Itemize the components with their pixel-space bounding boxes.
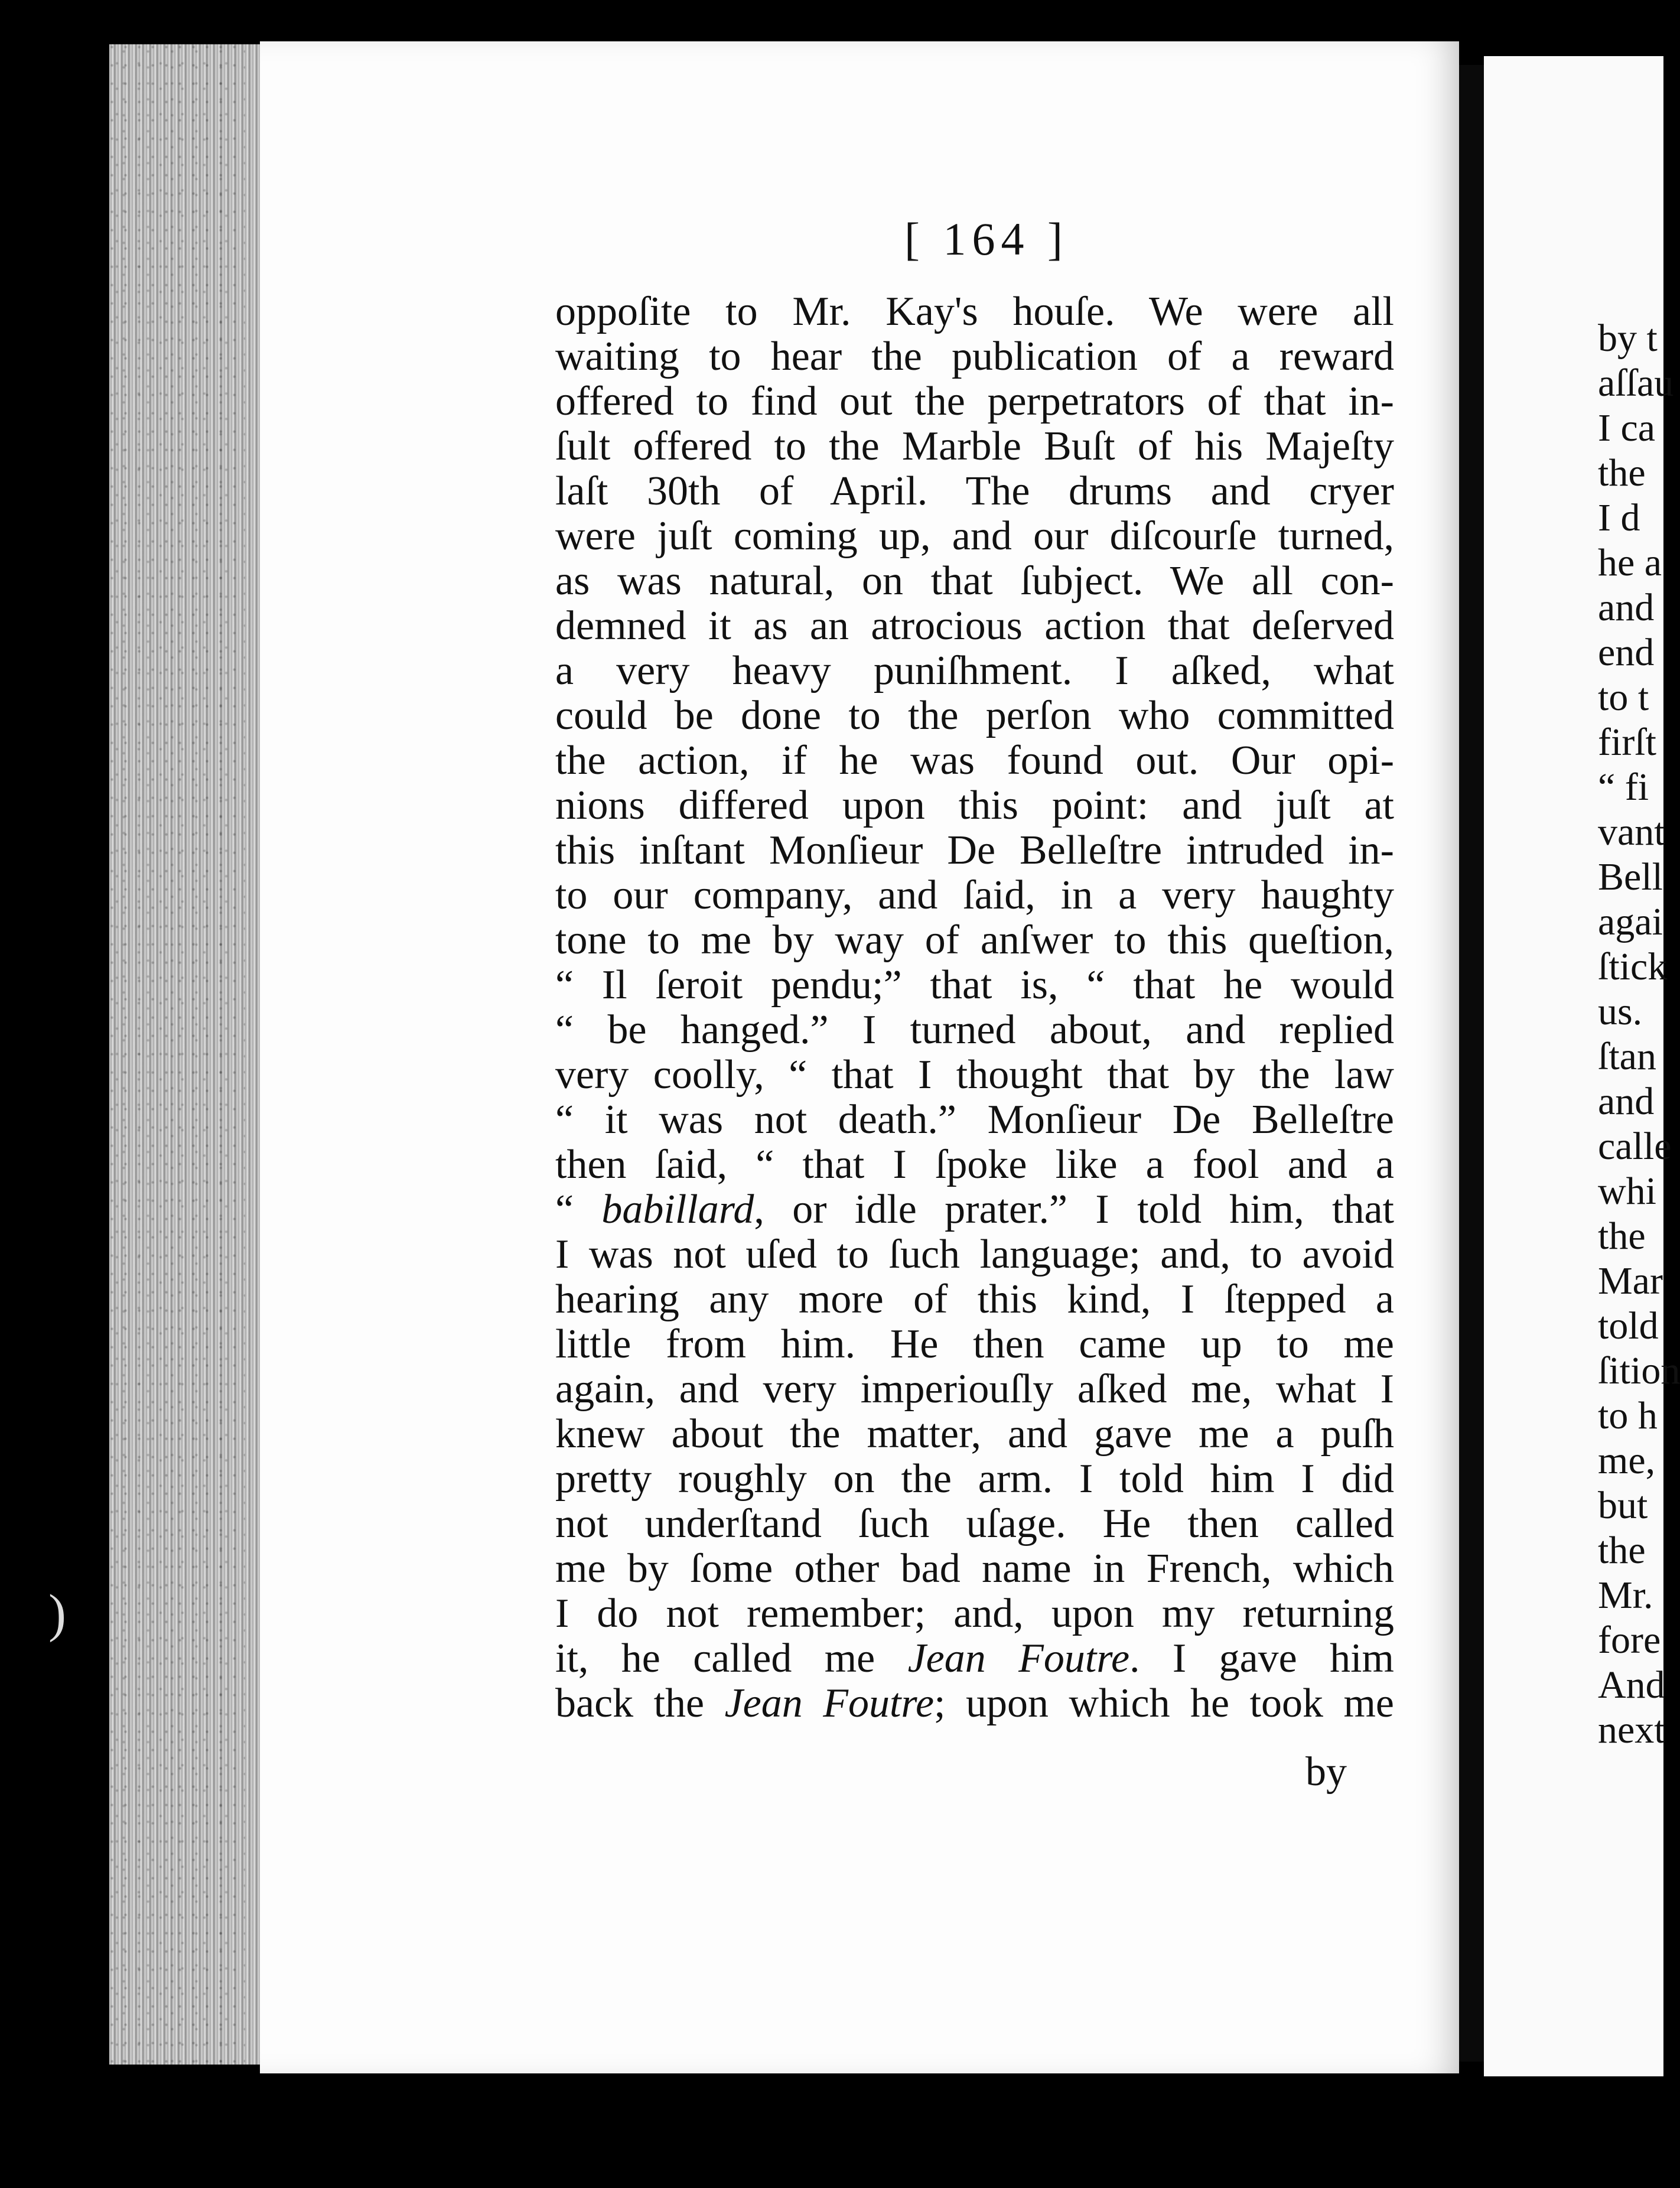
text-line: this inſtant Monſieur De Belleſtre intruded in-	[555, 828, 1394, 873]
text-line: ſult offered to the Marble Buſt of his Majeſty	[555, 424, 1394, 469]
right-page-line: the	[1598, 451, 1646, 494]
text-line: knew about the matter, and gave me a puſh	[555, 1411, 1394, 1457]
text-line: I do not remember; and, upon my returning	[555, 1591, 1394, 1636]
text-line: “ babillard, or idle prater.” I told him, that	[555, 1187, 1394, 1232]
text-line: the action, if he was found out. Our opi-	[555, 738, 1394, 783]
right-page-line: the	[1598, 1529, 1646, 1572]
text-line: could be done to the perſon who committed	[555, 693, 1394, 738]
margin-mark: )	[48, 1584, 66, 1643]
text-line: hearing any more of this kind, I ſtepped a	[555, 1277, 1394, 1322]
text-line: a very heavy puniſhment. I aſked, what	[555, 648, 1394, 693]
right-page-line: vant	[1598, 810, 1665, 854]
text-line: laſt 30th of April. The drums and cryer	[555, 468, 1394, 514]
right-page-line: ſtan	[1598, 1035, 1656, 1078]
text-line: offered to find out the perpetrators of that in-	[555, 379, 1394, 424]
right-page-line: to h	[1598, 1394, 1658, 1437]
text-line: not underſtand ſuch uſage. He then called	[555, 1501, 1394, 1546]
right-page-line: he a	[1598, 541, 1662, 584]
right-page-line: And	[1598, 1663, 1665, 1707]
right-page-line: ſition	[1598, 1349, 1680, 1392]
right-page-line: by t	[1598, 317, 1658, 360]
right-page-line: ſtick	[1598, 945, 1668, 988]
right-page-line: next	[1598, 1708, 1665, 1751]
right-page-line: firſt	[1598, 721, 1656, 764]
text-line: very coolly, “ that I thought that by the law	[555, 1052, 1394, 1098]
right-page-line: Mar	[1598, 1259, 1663, 1303]
right-page-line: us.	[1598, 990, 1643, 1033]
text-line: “ Il ſeroit pendu;” that is, “ that he would	[555, 962, 1394, 1008]
text-line: oppoſite to Mr. Kay's houſe. We were all	[555, 289, 1394, 334]
right-page-line: Bell	[1598, 855, 1663, 898]
right-page-line: aſſau	[1598, 362, 1674, 405]
right-page-line: me,	[1598, 1439, 1656, 1482]
text-line: again, and very imperiouſly aſked me, what I	[555, 1366, 1394, 1412]
right-page-line: calle	[1598, 1125, 1672, 1168]
right-page-line: and	[1598, 586, 1655, 629]
text-line: little from him. He then came up to me	[555, 1321, 1394, 1367]
right-page-line: agai	[1598, 900, 1663, 943]
right-page-line: and	[1598, 1080, 1655, 1123]
right-page-line: “ fi	[1598, 766, 1649, 809]
text-line: “ it was not death.” Monſieur De Belleſtre	[555, 1097, 1394, 1142]
text-line: waiting to hear the publication of a reward	[555, 334, 1394, 379]
right-page-line: but	[1598, 1484, 1648, 1527]
right-page-line: Mr.	[1598, 1574, 1653, 1617]
text-line: pretty roughly on the arm. I told him I did	[555, 1456, 1394, 1502]
right-page-line: I d	[1598, 496, 1640, 539]
right-page-text-fragments	[1598, 316, 1680, 1753]
text-line: then ſaid, “ that I ſpoke like a fool and a	[555, 1142, 1394, 1187]
right-page-line: to t	[1598, 676, 1649, 719]
right-page-line: end	[1598, 631, 1655, 674]
text-line: I was not uſed to ſuch language; and, to avoid	[555, 1232, 1394, 1277]
right-page-line: fore	[1598, 1619, 1661, 1662]
text-line: as was natural, on that ſubject. We all con-	[555, 558, 1394, 604]
text-line: demned it as an atrocious action that deſerved	[555, 603, 1394, 649]
text-line: back the Jean Foutre; upon which he took me	[555, 1681, 1395, 1726]
right-page-line: I ca	[1598, 406, 1656, 450]
text-line: me by ſome other bad name in French, which	[555, 1546, 1394, 1591]
text-line: were juſt coming up, and our diſcourſe turned,	[555, 513, 1394, 559]
right-page-line: whi	[1598, 1170, 1656, 1213]
page-number: [ 164 ]	[904, 213, 1069, 265]
text-line: “ be hanged.” I turned about, and replied	[555, 1007, 1394, 1053]
book-gutter	[1459, 65, 1484, 2062]
right-page-line: the	[1598, 1215, 1646, 1258]
text-line: nions differed upon this point: and juſt at	[555, 783, 1394, 828]
catchword: by	[1305, 1749, 1347, 1795]
text-line: tone to me by way of anſwer to this queſtion,	[555, 917, 1394, 963]
right-page-line: told	[1598, 1304, 1659, 1347]
text-line: to our company, and ſaid, in a very haughty	[555, 872, 1394, 918]
page-edge-speckles	[109, 44, 245, 2065]
left-page-text	[555, 289, 1394, 1726]
text-line: it, he called me Jean Foutre. I gave him	[555, 1636, 1394, 1681]
